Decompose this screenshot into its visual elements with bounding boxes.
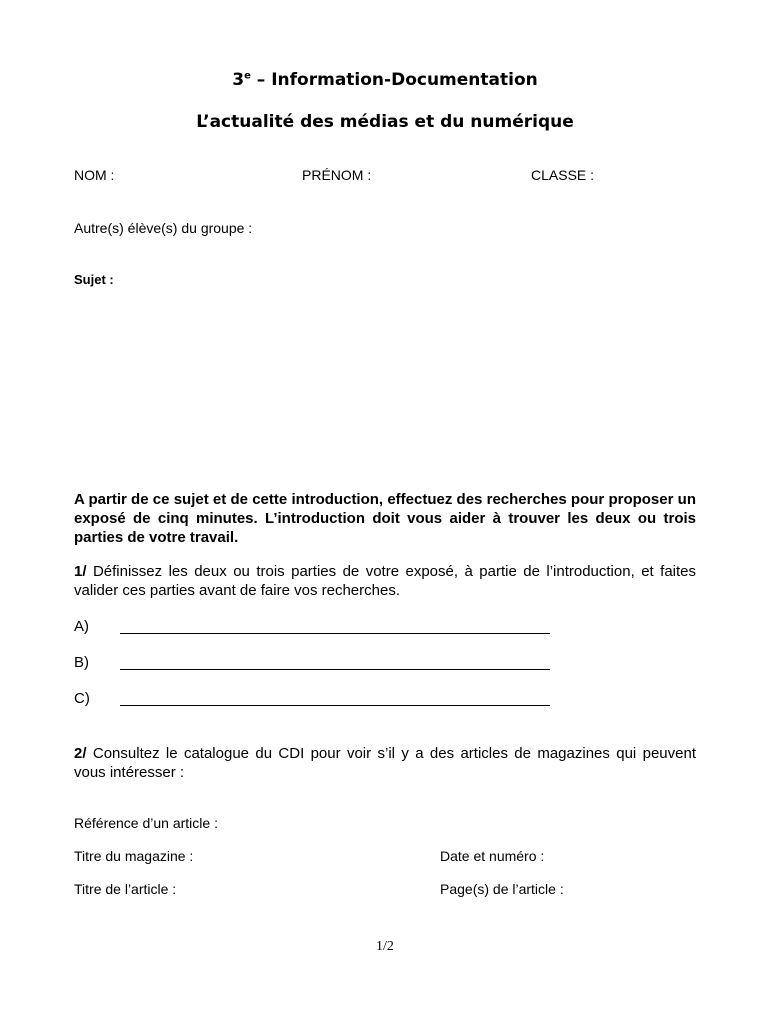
title-number: 3 (232, 70, 245, 90)
question-1 (74, 562, 696, 600)
intro-instructions: A partir de ce sujet et de cette introduction, effectuez des recherches pour proposer un exposé de cinq minutes. L’introduction doit vous aider à trouver les deux ou trois parties de votre travail. (74, 491, 696, 546)
part-b-label: B) (74, 654, 89, 671)
question-2-text: Consultez le catalogue du CDI pour voir s’il y a des articles de magazines qui peuvent vous intéresser : (74, 745, 696, 781)
article-reference-label: Référence d’un article : (74, 815, 218, 831)
question-1-number: 1/ (74, 563, 87, 580)
question-2-number: 2/ (74, 745, 87, 762)
article-title-label: Titre de l’article : (74, 881, 177, 897)
article-pages-label: Page(s) de l’article : (440, 881, 564, 897)
title-superscript: e (244, 70, 251, 82)
prenom-label: PRÉNOM : (302, 167, 372, 183)
nom-label: NOM : (74, 167, 115, 183)
title-text: – Information-Documentation (250, 70, 538, 90)
page-number: 1/2 (376, 939, 394, 954)
part-a-label: A) (74, 618, 89, 635)
other-students-label: Autre(s) élève(s) du groupe : (74, 220, 253, 236)
part-c-line (120, 705, 550, 706)
part-a-line (120, 633, 550, 634)
question-1-text: Définissez les deux ou trois parties de votre exposé, à partie de l’introduction, et faites valider ces parties avant de faire vos recherches. (74, 563, 696, 599)
question-2 (74, 744, 696, 782)
part-c-label: C) (74, 690, 90, 707)
document-subtitle: L’actualité des médias et du numérique (196, 112, 574, 132)
part-b-line (120, 669, 550, 670)
classe-label: CLASSE : (531, 167, 595, 183)
document-title (0, 70, 770, 90)
magazine-title-label: Titre du magazine : (74, 848, 194, 864)
subject-label: Sujet : (74, 272, 114, 287)
date-number-label: Date et numéro : (440, 848, 545, 864)
